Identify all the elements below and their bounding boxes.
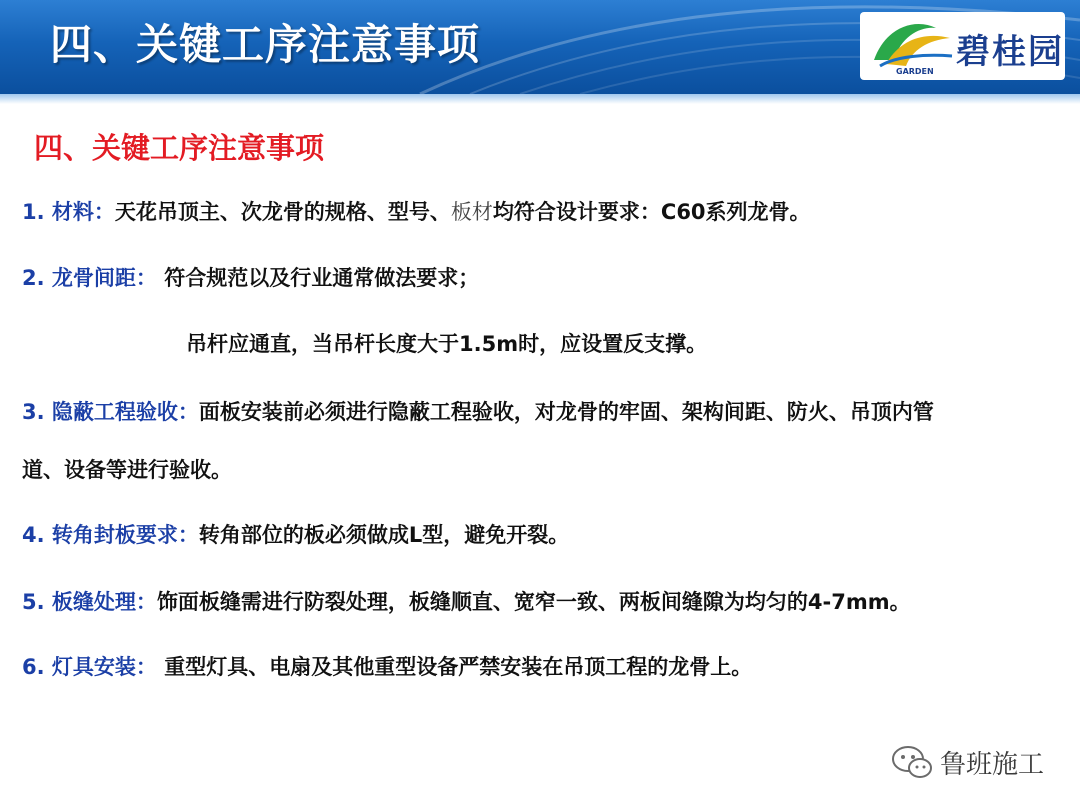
wechat-icon bbox=[890, 743, 934, 781]
item-label: 6. 灯具安装： bbox=[22, 655, 157, 679]
list-item-1 bbox=[22, 196, 811, 226]
item-text: 吊杆应通直，当吊杆长度大于1.5m时，应设置反支撑。 bbox=[186, 332, 708, 356]
item-text: 转角部位的板必须做成L型，避免开裂。 bbox=[198, 523, 570, 547]
item-text: 饰面板缝需进行防裂处理，板缝顺直、宽窄一致、两板间缝隙为均匀的4-7mm。 bbox=[156, 590, 911, 614]
item-label: 3. 隐蔽工程验收： bbox=[22, 400, 199, 424]
item-text: 符合规范以及行业通常做法要求； bbox=[156, 266, 480, 290]
list-item-2-continuation bbox=[186, 328, 707, 358]
item-label: 1. 材料： bbox=[22, 200, 115, 224]
item-text-rest: 均符合设计要求：C60系列龙骨。 bbox=[492, 200, 811, 224]
section-title: 四、关键工序注意事项 bbox=[34, 131, 325, 165]
list-item-2 bbox=[22, 262, 479, 292]
list-item-3 bbox=[22, 396, 934, 426]
item-label: 2. 龙骨间距： bbox=[22, 266, 157, 290]
item-text: 天花吊顶主、次龙骨的规格、型号、 bbox=[114, 200, 451, 224]
logo-text: 碧桂园 bbox=[956, 32, 1064, 72]
list-item-6 bbox=[22, 651, 752, 681]
header-bar bbox=[0, 0, 1080, 94]
item-text: 道、设备等进行验收。 bbox=[22, 458, 232, 482]
list-item-5 bbox=[22, 586, 911, 616]
list-item-4 bbox=[22, 519, 569, 549]
item-text: 重型灯具、电扇及其他重型设备严禁安装在吊顶工程的龙骨上。 bbox=[156, 655, 753, 679]
item-text: 面板安装前必须进行隐蔽工程验收，对龙骨的牢固、架构间距、防火、吊顶内管 bbox=[198, 400, 934, 424]
logo-emblem-icon bbox=[866, 16, 956, 76]
item-label: 5. 板缝处理： bbox=[22, 590, 157, 614]
page-title: 四、关键工序注意事项 bbox=[50, 20, 481, 69]
header-stripe bbox=[0, 94, 1080, 104]
company-logo bbox=[860, 12, 1065, 80]
logo-subtext: GARDEN bbox=[896, 67, 934, 76]
item-text-dim: 板材 bbox=[450, 200, 493, 224]
watermark-text: 鲁班施工 bbox=[940, 749, 1045, 780]
item-label: 4. 转角封板要求： bbox=[22, 523, 199, 547]
watermark bbox=[890, 742, 1044, 782]
list-item-3-continuation bbox=[22, 454, 232, 484]
